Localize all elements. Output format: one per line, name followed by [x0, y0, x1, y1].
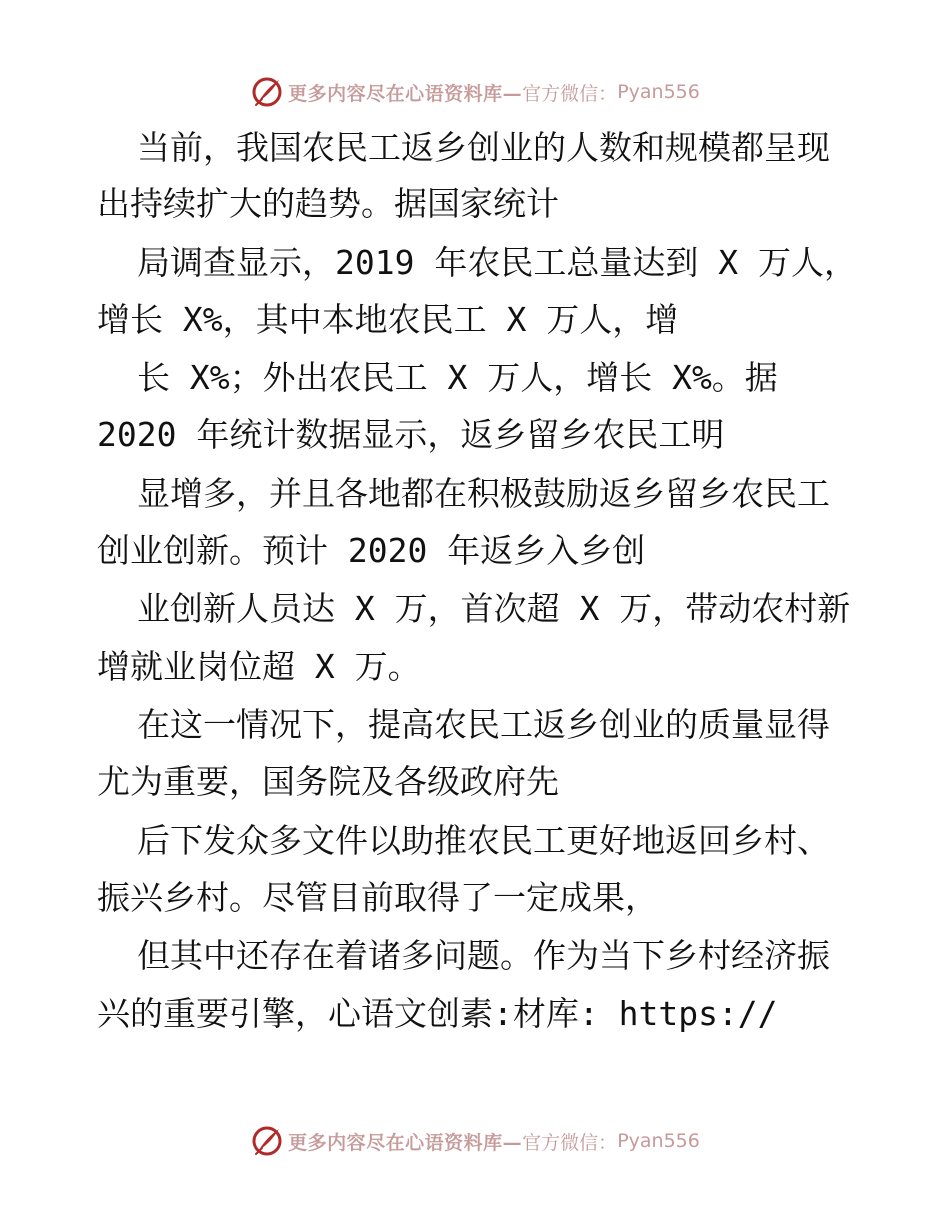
footer-banner-text: 更多内容尽在心语资料库— [288, 1131, 523, 1154]
body-line: 振兴乡村。尽管目前取得了一定成果， [97, 878, 658, 917]
body-line: 2020 年统计数据显示，返乡留乡农民工明 [97, 415, 725, 454]
body-line: 兴的重要引擎，心语文创素:材库: https:// [97, 994, 778, 1033]
body-line: 增长 X%，其中本地农民工 X 万人，增 [97, 300, 679, 339]
body-line: 在这一情况下，提高农民工返乡创业的质量显得 [137, 705, 830, 744]
body-line: 局调查显示，2019 年农民工总量达到 X 万人， [137, 243, 857, 282]
header-banner [0, 72, 950, 112]
body-line: 当前，我国农民工返乡创业的人数和规模都呈现 [137, 128, 830, 167]
footer-wechat-id: Pyan556 [617, 1130, 700, 1152]
body-line: 但其中还存在着诸多问题。作为当下乡村经济振 [137, 936, 830, 975]
feather-pen-logo-icon [250, 75, 284, 109]
body-line: 创业创新。预计 2020 年返乡入乡创 [97, 531, 646, 570]
header-wechat-label: 官方微信： [522, 82, 618, 105]
footer-banner [0, 1121, 950, 1161]
body-line: 出持续扩大的趋势。据国家统计 [97, 184, 559, 223]
body-line: 显增多，并且各地都在积极鼓励返乡留乡农民工 [137, 474, 830, 513]
body-line: 增就业岗位超 X 万。 [97, 647, 421, 686]
feather-pen-logo-icon [250, 1124, 284, 1158]
body-line: 后下发众多文件以助推农民工更好地返回乡村、 [137, 821, 830, 860]
body-line: 长 X%；外出农民工 X 万人，增长 X%。据 [137, 358, 778, 397]
footer-wechat-label: 官方微信： [522, 1131, 618, 1154]
header-banner-text: 更多内容尽在心语资料库— [288, 82, 523, 105]
header-wechat-id: Pyan556 [617, 81, 700, 103]
body-line: 业创新人员达 X 万，首次超 X 万，带动农村新 [137, 589, 851, 628]
body-line: 尤为重要，国务院及各级政府先 [97, 762, 559, 801]
